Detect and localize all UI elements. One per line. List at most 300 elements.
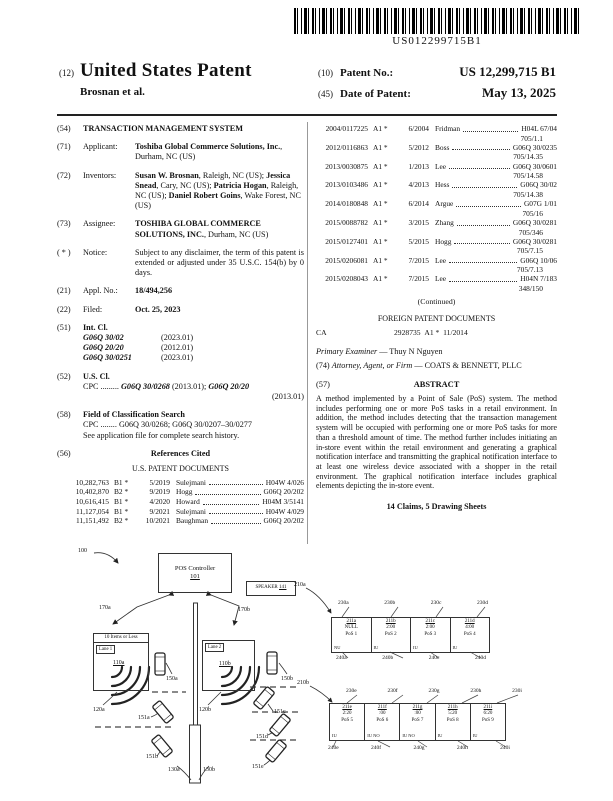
shopper-phone-icon-151e bbox=[265, 739, 287, 762]
figure-ref-120b: 120b bbox=[199, 707, 211, 713]
cell-status-tag: IU bbox=[332, 732, 337, 738]
dot-leader bbox=[463, 124, 518, 132]
citation-subclass: 705/14.38 bbox=[513, 189, 543, 199]
field-of-search-body bbox=[83, 410, 304, 441]
citation-date: 6/2014 bbox=[408, 199, 429, 209]
citation-subclass: 705/1.1 bbox=[520, 133, 543, 143]
lane2-tag: Lane 2 bbox=[205, 643, 224, 652]
dot-leader bbox=[449, 256, 517, 264]
cell-status-tag: NU bbox=[334, 644, 341, 650]
citation-class: G06Q 30/0281 bbox=[512, 217, 557, 227]
citation-date: 5/2019 bbox=[149, 477, 170, 487]
pos-controller-ref: 101 bbox=[190, 573, 200, 580]
us-citation-row bbox=[57, 507, 304, 517]
cell-status-tag: IU NO bbox=[402, 732, 415, 738]
figure-ref-label: 240h bbox=[456, 745, 468, 751]
citation-number: 10,616,415 bbox=[75, 497, 109, 507]
app-citation-block bbox=[316, 180, 557, 199]
int-cl-version: (2012.01) bbox=[161, 343, 194, 353]
dot-leader bbox=[452, 180, 517, 188]
citation-class: H04L 67/04 bbox=[521, 124, 557, 133]
appl-no-value bbox=[135, 286, 304, 296]
figure-ref-210a: 210a bbox=[294, 582, 306, 588]
table2-bottom-labels bbox=[328, 745, 510, 751]
citation-class: G06Q 30/02 bbox=[520, 180, 557, 190]
figure-ref-100: 100 bbox=[78, 548, 87, 554]
citation-name: Baughman bbox=[176, 516, 209, 526]
header-right bbox=[318, 64, 556, 106]
patent-date-row bbox=[318, 85, 556, 101]
citation-class: G06Q 20/202 bbox=[263, 487, 304, 497]
citation-date: 10/2021 bbox=[145, 516, 170, 526]
table2-top-labels bbox=[346, 688, 522, 694]
inventor-name: Jessica Snead bbox=[135, 170, 291, 190]
citation-class: H04W 4/029 bbox=[265, 506, 304, 516]
pos-status-cell bbox=[410, 617, 451, 653]
pos-status-cell bbox=[470, 703, 506, 741]
table1-top-labels bbox=[338, 600, 488, 606]
figure-ref-170a: 170a bbox=[99, 605, 111, 611]
left-column bbox=[57, 124, 304, 526]
pos-controller-box bbox=[158, 553, 232, 593]
citation-number: 10,282,763 bbox=[75, 477, 109, 487]
citation-date: 5/2015 bbox=[408, 236, 429, 246]
column-divider bbox=[307, 122, 308, 544]
spacer bbox=[350, 328, 394, 337]
lane2-phone-icon bbox=[267, 652, 277, 674]
figure-ref-150b: 150b bbox=[281, 676, 293, 682]
cell-pos-name: PoS 6 bbox=[376, 717, 389, 723]
citation-class: G06Q 20/202 bbox=[263, 516, 304, 526]
cell-time: :00 bbox=[414, 711, 421, 717]
app-citation-block bbox=[316, 124, 557, 143]
figure-ref-151a: 151a bbox=[138, 715, 150, 721]
primary-examiner-name: — Thuy N Nguyen bbox=[379, 347, 443, 357]
dot-leader bbox=[209, 478, 263, 486]
cell-ref: 211a bbox=[346, 619, 357, 624]
foreign-patent-documents-heading: FOREIGN PATENT DOCUMENTS bbox=[377, 314, 496, 324]
cell-time: 2:00 bbox=[425, 625, 435, 631]
inventor-location: , Cary, NC (US); bbox=[156, 180, 214, 190]
citation-subclass: 705/7.15 bbox=[516, 246, 543, 256]
cell-status-tag: IU bbox=[437, 732, 443, 738]
dot-leader bbox=[456, 199, 521, 207]
us-cl-entry bbox=[57, 372, 304, 403]
citation-subclass: 705/14.35 bbox=[513, 152, 543, 162]
app-citation-row bbox=[316, 180, 557, 190]
inventor-name: Susan W. Brosnan bbox=[135, 170, 199, 180]
cell-pos-name: PoS 4 bbox=[463, 631, 476, 637]
cell-ref: 211i bbox=[483, 705, 493, 710]
citation-number: 2014/0180848 bbox=[325, 199, 368, 209]
cell-status-tag: IU bbox=[373, 644, 379, 650]
foreign-country: CA bbox=[316, 328, 327, 338]
int-cl-rows bbox=[83, 333, 304, 364]
dot-leader bbox=[211, 516, 261, 524]
app-citation-block bbox=[316, 237, 557, 256]
filed-value bbox=[135, 305, 304, 315]
speaker-ref: 141 bbox=[278, 585, 287, 590]
us-citation-row bbox=[57, 487, 304, 497]
inventor-location: , Raleigh, NC (US); bbox=[135, 180, 299, 201]
citation-number: 2004/0117225 bbox=[325, 124, 368, 133]
citation-subclass: 705/346 bbox=[518, 227, 543, 237]
inventors-label: Inventors: bbox=[83, 170, 117, 180]
checkout-divider-lower bbox=[190, 725, 201, 783]
citation-kind: A1 * bbox=[373, 180, 388, 190]
ref-54: (54) bbox=[57, 124, 71, 133]
cell-status-tag: IU bbox=[472, 732, 478, 738]
pos-status-cell bbox=[364, 703, 400, 741]
notice-text: Subject to any disclaimer, the term of this patent is extended or adjusted under 35 U.S.C. 154(b) by 0 days. bbox=[135, 247, 304, 278]
speaker-label: SPEAKER bbox=[255, 585, 278, 590]
patent-no-label: Patent No.: bbox=[340, 67, 394, 79]
figure-ref-label: 230g bbox=[428, 688, 440, 694]
ref-73: (73) bbox=[57, 219, 71, 229]
citation-number: 2015/0088782 bbox=[325, 217, 368, 227]
patent-number-row bbox=[318, 64, 556, 80]
citation-date: 9/2021 bbox=[149, 506, 170, 516]
foreign-citation-row bbox=[316, 328, 557, 337]
citation-date: 6/2004 bbox=[408, 124, 429, 133]
citation-number: 2015/0206081 bbox=[325, 255, 368, 265]
cell-time: 2:00 bbox=[386, 625, 396, 631]
citation-kind: A1 * bbox=[373, 217, 388, 227]
figure-ref-label: 230i bbox=[512, 688, 522, 694]
citation-name: Sulejmani bbox=[176, 506, 206, 516]
applicant-name: Toshiba Global Commerce Solutions, Inc. bbox=[135, 142, 281, 152]
app-citation-row bbox=[316, 162, 557, 172]
citation-class: H04M 3/5141 bbox=[262, 497, 304, 507]
citation-date: 7/2015 bbox=[408, 255, 429, 265]
cpc-class-2: G06Q 20/20 bbox=[208, 381, 250, 391]
app-citation-block bbox=[316, 274, 557, 293]
inventor-location: , Raleigh, NC (US); bbox=[198, 170, 267, 180]
citation-number: 2012/0116863 bbox=[325, 142, 368, 152]
citation-kind: B2 * bbox=[114, 487, 129, 497]
filed-date: Oct. 25, 2023 bbox=[135, 304, 181, 314]
lane1-header: 10 Items or Less bbox=[94, 634, 148, 643]
dot-leader bbox=[449, 274, 517, 282]
field-of-search-entry bbox=[57, 410, 304, 441]
assignee-value bbox=[135, 219, 304, 239]
citation-number: 2013/0030875 bbox=[325, 161, 368, 171]
us-patent-documents-heading: U.S. PATENT DOCUMENTS bbox=[132, 463, 229, 473]
inventor-item bbox=[135, 171, 266, 180]
us-citation-row bbox=[57, 516, 304, 526]
attorney-firm: — COATS & BENNETT, PLLC bbox=[414, 360, 522, 370]
citation-subclass: 705/16 bbox=[522, 208, 543, 218]
cell-time: NULL bbox=[344, 625, 358, 631]
appl-no-number: 18/494,256 bbox=[135, 286, 173, 296]
cell-status-tag: IU NO bbox=[367, 732, 380, 738]
citation-class: G06Q 10/06 bbox=[520, 255, 557, 265]
cell-time: 2:20 bbox=[342, 711, 352, 717]
primary-examiner-label: Primary Examiner bbox=[316, 347, 378, 357]
citation-class: G07G 1/01 bbox=[523, 199, 557, 209]
ref-52: (52) bbox=[57, 371, 71, 381]
figure-ref-170b: 170b bbox=[238, 607, 250, 613]
figure-ref-label: 230h bbox=[470, 688, 482, 694]
shopper-phone-icon-151a bbox=[152, 700, 174, 723]
us-citation-row bbox=[57, 497, 304, 507]
applicant-entry bbox=[57, 142, 304, 162]
patent-no-value: US 12,299,715 B1 bbox=[459, 64, 556, 79]
us-cl-cpc-line bbox=[83, 382, 304, 392]
ref-71: (71) bbox=[57, 142, 71, 152]
field-of-search-note: See application file for complete search history. bbox=[83, 430, 240, 440]
inventors-entry bbox=[57, 171, 304, 212]
citation-name: Lee bbox=[435, 161, 447, 171]
ref-58: (58) bbox=[57, 410, 71, 420]
attorney-label: Attorney, Agent, or Firm bbox=[331, 360, 413, 370]
citation-subclass: 705/7.13 bbox=[516, 265, 543, 275]
claims-drawing-sheets-line: 14 Claims, 5 Drawing Sheets bbox=[386, 502, 487, 512]
pos-status-cell bbox=[371, 617, 412, 653]
cpc-version-1: (2013.01); bbox=[171, 381, 207, 391]
figure-line-art bbox=[0, 545, 613, 801]
figure-ref-label: 230a bbox=[338, 600, 349, 606]
cell-ref: 211f bbox=[377, 705, 387, 710]
int-cl-version: (2023.01) bbox=[161, 333, 194, 343]
int-cl-row bbox=[83, 353, 304, 363]
cell-pos-name: PoS 5 bbox=[341, 717, 353, 723]
app-citation-row bbox=[316, 256, 557, 266]
assignee-entry bbox=[57, 219, 304, 239]
foreign-date: 11/2014 bbox=[443, 328, 468, 338]
figure-ref-label: 230b bbox=[384, 600, 396, 606]
citation-name: Argue bbox=[435, 199, 454, 209]
figure-ref-150a: 150a bbox=[166, 676, 178, 682]
pos-status-cell bbox=[450, 617, 491, 653]
app-citation-row bbox=[316, 143, 557, 153]
dot-leader bbox=[203, 497, 260, 505]
citation-kind: A1 * bbox=[373, 255, 388, 265]
cell-pos-name: PoS 7 bbox=[411, 717, 424, 723]
app-citation-block bbox=[316, 199, 557, 218]
filed-label: Filed: bbox=[83, 304, 103, 314]
cell-ref: 211e bbox=[342, 705, 352, 710]
ref-72: (72) bbox=[57, 170, 71, 180]
cell-pos-name: PoS 1 bbox=[345, 631, 358, 637]
lane1-ref: 110a bbox=[113, 660, 125, 666]
citation-name: Lee bbox=[435, 274, 447, 284]
citation-class: G06Q 30/0235 bbox=[512, 142, 557, 152]
us-cl-body bbox=[83, 372, 304, 403]
title-entry bbox=[57, 124, 304, 134]
figure-ref-label: 240c bbox=[428, 655, 440, 661]
citation-kind: B1 * bbox=[114, 497, 129, 507]
citation-class: H04N 7/183 bbox=[520, 274, 557, 284]
continued-note: (Continued) bbox=[417, 297, 456, 307]
citation-name: Hess bbox=[435, 180, 450, 190]
lane2-ref: 110b bbox=[219, 661, 231, 667]
inventor-location: , Wake Forest, NC (US) bbox=[135, 191, 301, 211]
figure-ref-130a: 130a bbox=[168, 767, 180, 773]
citation-date: 9/2019 bbox=[149, 487, 170, 497]
citation-name: Lee bbox=[435, 255, 447, 265]
citation-date: 4/2013 bbox=[408, 180, 429, 190]
appl-no-entry bbox=[57, 286, 304, 296]
lane1-tag: Lane 1 bbox=[96, 645, 115, 654]
citation-class: G06Q 30/0281 bbox=[512, 236, 557, 246]
citation-kind: A1 * bbox=[373, 161, 388, 171]
citation-number: 11,151,492 bbox=[76, 516, 109, 526]
app-citation-list bbox=[316, 124, 557, 293]
filed-entry bbox=[57, 305, 304, 315]
pos-status-table-2 bbox=[330, 703, 506, 741]
citation-name: Hogg bbox=[435, 236, 452, 246]
ref-21: (21) bbox=[57, 286, 71, 296]
cpc-class-1: G06Q 30/0268 bbox=[121, 381, 170, 391]
assignee-name: TOSHIBA GLOBAL COMMERCE SOLUTIONS, INC. bbox=[135, 219, 261, 239]
figure-ref-label: 240d bbox=[475, 655, 486, 661]
ref-51: (51) bbox=[57, 322, 71, 332]
us-citation-list bbox=[57, 478, 304, 526]
us-citation-row bbox=[57, 478, 304, 488]
pos-status-table-1 bbox=[332, 617, 490, 653]
cell-status-tag: IU bbox=[452, 644, 458, 650]
ref-12: (12) bbox=[59, 68, 74, 78]
inventor-name: Patricia Hogan bbox=[213, 180, 267, 190]
pos-status-cell bbox=[435, 703, 471, 741]
citation-name: Zhang bbox=[435, 217, 454, 227]
citation-subclass: 705/14.58 bbox=[513, 171, 543, 181]
figure-ref-151d: 151d bbox=[256, 734, 268, 740]
shopper-phone-icon-151c bbox=[253, 686, 275, 709]
citation-kind: A1 * bbox=[373, 142, 388, 152]
figure-ref-210b: 210b bbox=[297, 680, 309, 686]
cell-ref: 211g bbox=[412, 705, 423, 710]
citation-kind: B1 * bbox=[114, 477, 129, 487]
pos-status-cell bbox=[331, 617, 372, 653]
attorney-line bbox=[316, 361, 557, 371]
citation-kind: A1 * bbox=[373, 236, 388, 246]
notice-entry bbox=[57, 248, 304, 279]
us-cl-label: U.S. Cl. bbox=[83, 371, 110, 381]
network-link-arrow-left bbox=[113, 595, 169, 624]
citation-number: 2015/0208043 bbox=[325, 274, 368, 284]
citation-kind: A1 * bbox=[373, 199, 388, 209]
cell-pos-name: PoS 3 bbox=[424, 631, 437, 637]
citation-number: 2015/0127401 bbox=[325, 236, 368, 246]
citation-number: 10,402,870 bbox=[75, 487, 109, 497]
references-cited-text: References Cited bbox=[150, 448, 211, 458]
cell-ref: 211c bbox=[425, 619, 436, 624]
notice-label: Notice: bbox=[83, 247, 108, 257]
citation-number: 11,127,054 bbox=[76, 506, 109, 516]
app-citation-block bbox=[316, 218, 557, 237]
figure-ref-151b: 151b bbox=[146, 754, 158, 760]
date-of-patent-value: May 13, 2025 bbox=[481, 85, 556, 100]
int-cl-entry bbox=[57, 323, 304, 364]
references-cited-heading bbox=[57, 449, 304, 458]
lane1-phone-icon bbox=[155, 653, 165, 675]
int-cl-class: G06Q 30/02 bbox=[83, 333, 124, 343]
dot-leader bbox=[449, 162, 510, 170]
citation-date: 7/2015 bbox=[408, 274, 429, 284]
int-cl-class: G06Q 30/0251 bbox=[83, 353, 132, 363]
ref-57: (57) bbox=[316, 379, 330, 389]
cell-time: :00 bbox=[379, 711, 386, 717]
citation-kind: A1 * bbox=[373, 124, 388, 133]
figure-ref-label: 230c bbox=[430, 600, 442, 606]
pos-controller-label: POS Controller bbox=[174, 565, 216, 572]
cell-status-tag: IU bbox=[413, 644, 418, 650]
citation-class: H04W 4/026 bbox=[265, 477, 304, 487]
figure-ref-label: 240e bbox=[328, 745, 339, 751]
citation-date: 3/2015 bbox=[408, 217, 429, 227]
cell-time: 6:20 bbox=[483, 711, 493, 717]
app-citation-block bbox=[316, 162, 557, 181]
publication-number: US012299715B1 bbox=[392, 35, 482, 47]
figure-ref-151e: 151e bbox=[252, 764, 264, 770]
applicant-value bbox=[135, 142, 304, 162]
int-cl-class: G06Q 20/20 bbox=[83, 343, 124, 353]
dot-leader bbox=[457, 218, 510, 226]
app-citation-block bbox=[316, 256, 557, 275]
ref-22: (22) bbox=[57, 304, 71, 314]
citation-subclass: 348/150 bbox=[518, 283, 543, 293]
cell-pos-name: PoS 9 bbox=[482, 717, 494, 723]
date-of-patent-label: Date of Patent: bbox=[340, 88, 411, 100]
inventor-name: Daniel Robert Goins bbox=[168, 191, 241, 201]
cell-time: 4:00 bbox=[465, 625, 475, 631]
int-cl-row bbox=[83, 333, 304, 343]
inventors-value bbox=[135, 171, 304, 212]
applicant-location: , Durham, NC (US) bbox=[135, 142, 283, 162]
figure-ref-label: 230f bbox=[387, 688, 398, 694]
invention-title-text: TRANSACTION MANAGEMENT SYSTEM bbox=[83, 124, 243, 133]
citation-name: Sulejmani bbox=[176, 477, 206, 487]
citation-name: Boss bbox=[435, 142, 450, 152]
ref-10: (10) bbox=[318, 68, 333, 78]
applicant-label: Applicant: bbox=[83, 142, 118, 152]
app-citation-row bbox=[316, 124, 557, 134]
figure-1-drawing bbox=[0, 545, 613, 801]
int-cl-label: Int. Cl. bbox=[83, 322, 108, 332]
ref-74: (74) bbox=[316, 360, 330, 370]
barcode bbox=[294, 8, 580, 34]
citation-kind: B1 * bbox=[114, 506, 129, 516]
checkout-divider-upper bbox=[194, 603, 198, 725]
int-cl-version: (2023.01) bbox=[161, 353, 194, 363]
figure-ref-label: 240f bbox=[371, 745, 382, 751]
abstract-heading-text: ABSTRACT bbox=[413, 379, 460, 389]
document-type: United States Patent bbox=[80, 60, 252, 81]
table1-bottom-labels bbox=[336, 655, 486, 661]
app-citation-row bbox=[316, 237, 557, 247]
dot-leader bbox=[454, 237, 509, 245]
abstract-heading bbox=[316, 380, 557, 389]
cell-ref: 211d bbox=[464, 619, 475, 624]
field-of-search-label: Field of Classification Search bbox=[83, 410, 185, 420]
abstract-text: A method implemented by a Point of Sale (PoS) system. The method includes performing one or more PoS tasks in a retail environment. In addition, the method includes detecting that the transaction management system will be occupied with performing one or more PoS tasks for more than a threshold amount of time. The method further includes initiating an in-store event within the retail environment and generating a graphical notification interface and transmitting the graphical notification interface to at least one wireless device associated with a shopper in the retail environment. The graphical notification interface includes graphical elements depicting the in-store event. bbox=[316, 393, 557, 491]
invention-title bbox=[83, 124, 304, 134]
foreign-number: 2928735 bbox=[394, 328, 421, 338]
cpc-version-2: (2013.01) bbox=[271, 392, 304, 402]
checkout-lane-1 bbox=[93, 633, 149, 691]
cell-ref: 211h bbox=[447, 705, 458, 710]
figure-ref-label: 240b bbox=[382, 655, 394, 661]
citation-date: 5/2012 bbox=[408, 142, 429, 152]
cell-ref: 211b bbox=[385, 619, 396, 624]
cell-pos-name: PoS 8 bbox=[446, 717, 459, 723]
figure-ref-151c: 151c bbox=[274, 709, 286, 715]
ref-56: (56) bbox=[57, 448, 71, 458]
figure-ref-120a: 120a bbox=[93, 707, 105, 713]
app-citation-row bbox=[316, 218, 557, 228]
